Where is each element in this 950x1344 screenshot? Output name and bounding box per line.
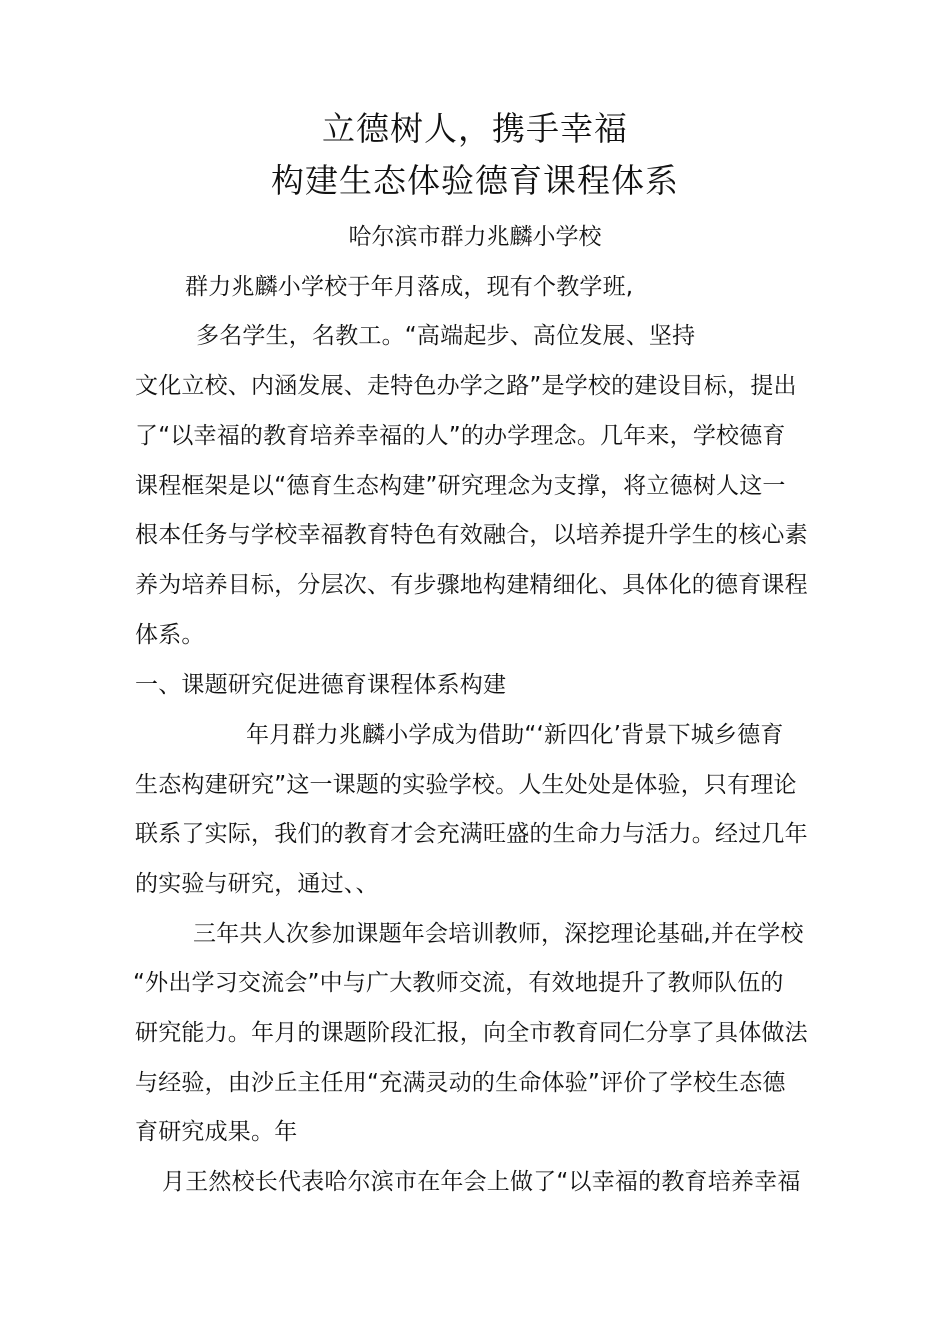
section-heading: 一、课题研究促进德育课程体系构建	[135, 672, 507, 698]
body-line: 体系。	[135, 622, 205, 648]
author-school: 哈尔滨市群力兆麟小学校	[348, 224, 602, 250]
title-line-1: 立德树人，携手幸福	[322, 109, 628, 148]
body-line: 群力兆麟小学校于年月落成，现有个教学班,	[185, 274, 634, 300]
body-line: 的实验与研究，通过、、	[135, 871, 379, 897]
body-line: 联系了实际，我们的教育才会充满旺盛的生命力与活力。经过几年	[135, 821, 808, 847]
body-line: 与经验，由沙丘主任用“充满灵动的生命体验”评价了学校生态德	[135, 1070, 786, 1096]
body-line: 文化立校、内涵发展、走特色办学之路”是学校的建设目标，提出	[135, 373, 797, 399]
body-line: “外出学习交流会”中与广大教师交流，有效地提升了教师队伍的	[133, 970, 784, 996]
body-line: 三年共人次参加课题年会培训教师，深挖理论基础,并在学校	[193, 921, 804, 947]
body-line: 了“以幸福的教育培养幸福的人”的办学理念。几年来，学校德育	[135, 423, 786, 449]
body-line: 育研究成果。年	[135, 1119, 298, 1145]
body-line: 多名学生，名教工。“高端起步、高位发展、坚持	[196, 323, 696, 349]
body-line: 根本任务与学校幸福教育特色有效融合，以培养提升学生的核心素	[135, 522, 808, 548]
body-line: 研究能力。年月的课题阶段汇报，向全市教育同仁分享了具体做法	[135, 1020, 808, 1046]
body-line: 生态构建研究”这一课题的实验学校。人生处处是体验，只有理论	[135, 772, 797, 798]
title-line-2: 构建生态体验德育课程体系	[271, 161, 679, 200]
body-line: 养为培养目标，分层次、有步骤地构建精细化、具体化的德育课程	[135, 572, 808, 598]
body-line: 年月群力兆麟小学成为借助“‘新四化’背景下城乡德育	[246, 722, 784, 748]
body-line: 课程框架是以“德育生态构建”研究理念为支撑，将立德树人这一	[135, 473, 786, 499]
body-line: 月王然校长代表哈尔滨市在年会上做了“以幸福的教育培养幸福	[162, 1169, 801, 1195]
